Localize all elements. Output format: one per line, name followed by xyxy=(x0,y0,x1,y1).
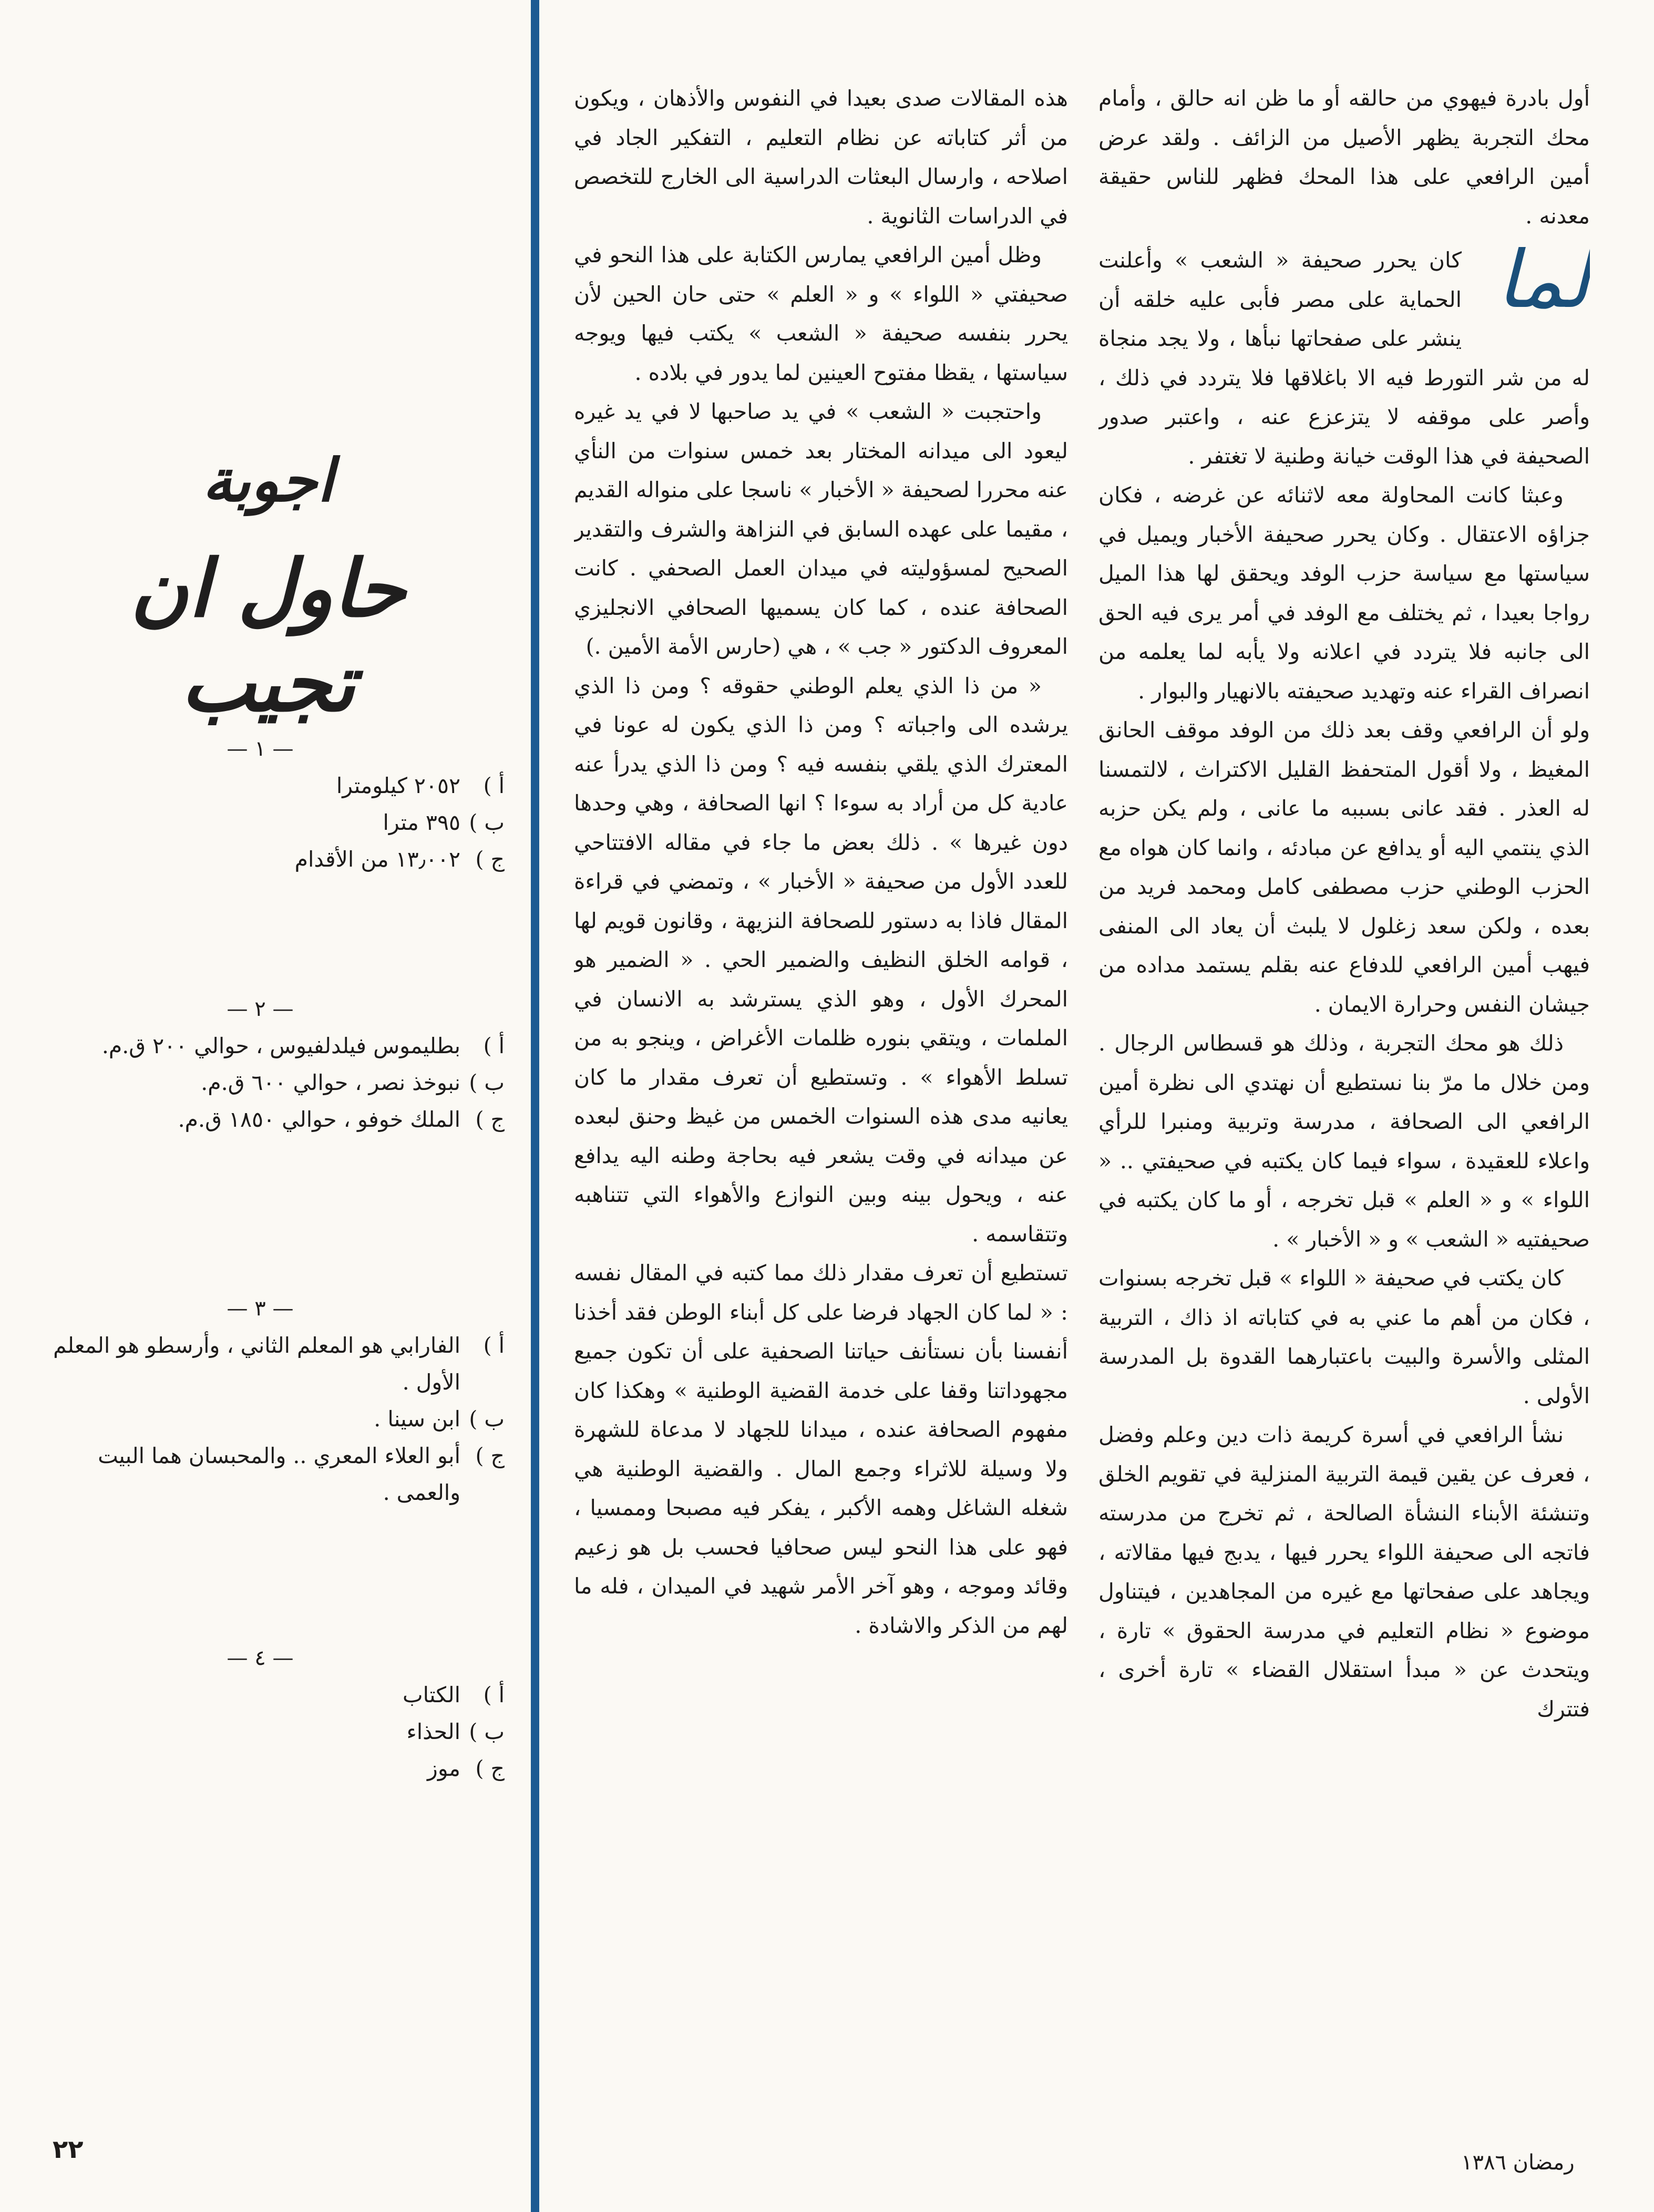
answer-text: نبوخذ نصر ، حوالي ٦٠٠ ق.م. xyxy=(201,1070,460,1095)
answers-title xyxy=(32,441,505,731)
answer-group-number: — ٤ — xyxy=(227,1646,294,1670)
answer-group-number: — ٢ — xyxy=(227,997,294,1021)
answer-item xyxy=(32,841,505,878)
answer-item xyxy=(32,767,505,804)
answer-text: الحذاء xyxy=(406,1719,460,1744)
answer-group-3 xyxy=(32,1290,505,1511)
answer-item xyxy=(32,1713,505,1750)
answer-group-number: — ١ — xyxy=(227,737,294,761)
answer-item xyxy=(32,1064,505,1101)
answer-label: ب ) xyxy=(469,1070,505,1095)
answer-text: أبو العلاء المعري .. والمحبسان هما البيت والعمى . xyxy=(98,1443,460,1505)
article-paragraph: « من ذا الذي يعلم الوطني حقوقه ؟ ومن ذا الذي يرشده الى واجباته ؟ ومن ذا الذي يكون له عونا في المعترك الذي يلقي بنفسه فيه ؟ ومن ذا الذي يدرأ عنه عادية كل من أراد به سوءا ؟ انها الصحافة ، وهي وحدها دون غيرها » . ذلك بعض ما جاء في مقاله الافتتاحي للعدد الأول من صحيفة « الأخبار » ، وتمضي في قراءة المقال فاذا به دستور للصحافة النزيهة ، وقانون قويم لها ، قوامه الخلق النظيف والضمير الحي . « الضمير هو المحرك الأول ، وهو الذي يسترشد به الانسان في الملمات ، ويتقي بنوره ظلمات الأغراض ، وينجو به من تسلط الأهواء » . وتستطيع أن تعرف مقدار ما كان يعانيه مدى هذه السنوات الخمس من غيظ وحنق لبعده عن ميدانه في وقت يشعر فيه بحاجة وطنه اليه يدافع عنه ، ويحول بينه وبين النوازع والأهواء التي تتناهبه وتتقاسمه . xyxy=(574,673,1068,1247)
answer-text: الكتاب xyxy=(403,1682,460,1707)
answer-text: ٣٩٥ مترا xyxy=(383,810,460,835)
answer-item xyxy=(32,1676,505,1713)
article-paragraph: تستطيع أن تعرف مقدار ذلك مما كتبه في المقال نفسه : « لما كان الجهاد فرضا على كل أبناء الوطن فقد أخذنا أنفسنا بأن نستأنف حياتنا الصحفية على أن تكون جميع مجهوداتنا وقفا على خدمة القضية الوطنية » وهكذا كان مفهوم الصحافة عنده ، ميدانا للجهاد لا مدعاة للشهرة ولا وسيلة للاثراء وجمع المال . والقضية الوطنية هي شغله الشاغل وهمه الأكبر ، يفكر فيه مصبحا وممسيا ، فهو على هذا النحو ليس صحافيا فحسب بل هو زعيم وقائد وموجه ، وهو آخر الأمر شهيد في الميدان ، فله ما لهم من الذكر والاشادة . xyxy=(574,1260,1068,1638)
answer-item xyxy=(32,1401,505,1437)
issue-date: رمضان ١٣٨٦ xyxy=(1461,2151,1575,2175)
answer-item xyxy=(32,1437,505,1511)
answer-item xyxy=(32,1101,505,1138)
answer-group-number: — ٣ — xyxy=(227,1297,294,1321)
answer-label: ب ) xyxy=(469,1719,505,1744)
answer-label: ج ) xyxy=(475,1756,505,1781)
answer-label: أ ) xyxy=(483,1333,505,1358)
answer-text: موز xyxy=(427,1756,460,1781)
answer-item xyxy=(32,1750,505,1787)
page-number: ٢٢ xyxy=(53,2135,84,2164)
article-paragraph: أول بادرة فيهوي من حالقه أو ما ظن انه حالق ، وأمام محك التجربة يظهر الأصيل من الزائف . ولقد عرض أمين الرافعي على هذا المحك فظهر للناس حقيقة معدنه . xyxy=(1098,86,1590,229)
blue-divider xyxy=(531,0,539,2212)
answer-text: ٢٠٥٢ كيلومترا xyxy=(336,773,460,798)
answer-item xyxy=(32,1027,505,1064)
answer-label: ب ) xyxy=(469,1406,505,1432)
article-paragraph: وعبثا كانت المحاولة معه لاثنائه عن غرضه ، فكان جزاؤه الاعتقال . وكان يحرر صحيفة الأخبار ويميل في سياستها مع سياسة حزب الوفد ويحقق لها هذا الميل رواجا بعيدا ، ثم يختلف مع الوفد في أمر يرى فيه الحق الى جانبه فلا يتردد في اعلانه ولا يأبه لما يعلمه من انصراف القراء عنه وتهديد صحيفته بالانهيار والبوار . xyxy=(1098,482,1590,704)
answer-group-1 xyxy=(32,731,505,878)
answer-text: بطليموس فيلدلفيوس ، حوالي ٢٠٠ ق.م. xyxy=(101,1033,460,1058)
article-paragraph: كان يكتب في صحيفة « اللواء » قبل تخرجه بسنوات ، فكان من أهم ما عني به في كتاباته اذ ذاك ، التربية المثلى والأسرة والبيت باعتبارهما القدوة بل المدرسة الأولى . xyxy=(1098,1266,1590,1408)
dropcap xyxy=(1469,234,1590,326)
answer-label: ج ) xyxy=(475,1443,505,1468)
answer-text: الملك خوفو ، حوالي ١٨٥٠ ق.م. xyxy=(178,1107,460,1132)
answers-title-line1: اجوبة xyxy=(202,446,334,515)
answer-text: الفارابي هو المعلم الثاني ، وأرسطو هو المعلم الأول . xyxy=(53,1333,460,1395)
article-paragraph-dropcap xyxy=(1098,234,1590,476)
answers-panel xyxy=(32,0,505,2212)
article-column-right xyxy=(1098,79,1590,2118)
article-paragraph: هذه المقالات صدى بعيدا في النفوس والأذهان ، ويكون من أثر كتاباته عن نظام التعليم ، التفكير الجاد في اصلاحه ، وارسال البعثات الدراسية الى الخارج للتخصص في الدراسات الثانوية . xyxy=(574,86,1068,229)
answer-item xyxy=(32,1327,505,1401)
answers-title-line2: حاول ان تجيب xyxy=(130,542,406,729)
answer-label: ج ) xyxy=(475,1107,505,1132)
answer-label: أ ) xyxy=(483,1682,505,1707)
article-paragraph: نشأ الرافعي في أسرة كريمة ذات دين وعلم وفضل ، فعرف عن يقين قيمة التربية المنزلية في تقويم الخلق وتنشئة الأبناء النشأة الصالحة ، ثم تخرج من مدرسته فاتجه الى صحيفة اللواء يحرر فيها ، يدبج فيها مقالاته ، ويجاهد على صفحاتها مع غيره من المجاهدين ، فيتناول موضوع « نظام التعليم في مدرسة الحقوق » تارة ، ويتحدث عن « مبدأ استقلال القضاء » تارة أخرى ، فتترك xyxy=(1098,1422,1590,1722)
article-paragraph: ولو أن الرافعي وقف بعد ذلك من الوفد موقف الحانق المغيظ ، ولا أقول المتحفظ القليل الاكتراث ، لالتمسنا له العذر . فقد عانى بسببه ما عانى ، ولم يكن حزبه الذي ينتمي اليه أو يدافع عن مبادئه ، وانما كان هواه مع الحزب الوطني حزب مصطفى كامل ومحمد فريد من بعده ، ولكن سعد زغلول لا يلبث أن يعاد الى المنفى فيهب أمين الرافعي للدفاع عنه بقلم يستمد مداده من جيشان النفس وحرارة الايمان . xyxy=(1098,717,1590,1017)
answer-group-2 xyxy=(32,991,505,1138)
article-paragraph: كان يحرر صحيفة « الشعب » وأعلنت الحماية على مصر فأبى عليه خلقه أن ينشر على صفحاتها نبأها ، ولا يجد منجاة له من شر التورط فيه الا باغلاقها فلا يتردد في ذلك ، وأصر على موقفه لا يتزعزع عنه ، واعتبر صدور الصحيفة في هذا الوقت خيانة وطنية لا تغتفر . xyxy=(1098,248,1590,469)
answer-text: ١٣٫٠٠٢ من الأقدام xyxy=(294,847,460,872)
article-paragraph: واحتجبت « الشعب » في يد صاحبها لا في يد غيره ليعود الى ميدانه المختار بعد خمس سنوات من النأي عنه محررا لصحيفة « الأخبار » ناسجا على منواله القديم ، مقيما على عهده السابق في النزاهة والشرف والتقدير الصحيح لمسؤوليته في ميدان العمل الصحفي . كانت الصحافة عنده ، كما كان يسميها الصحافي الانجليزي المعروف الدكتور « جب » ، هي (حارس الأمة الأمين .) xyxy=(574,399,1068,659)
article-paragraph: ذلك هو محك التجربة ، وذلك هو قسطاس الرجال . ومن خلال ما مرّ بنا نستطيع أن نهتدي الى نظرة أمين الرافعي الى الصحافة ، مدرسة وتربية ومنبرا للرأي واعلاء للعقيدة ، سواء فيما كان يكتبه في صحيفتي .. « اللواء » و « العلم » قبل تخرجه ، أو ما كان يكتبه في صحيفتيه « الشعب » و « الأخبار » . xyxy=(1098,1031,1590,1252)
answer-label: أ ) xyxy=(483,1033,505,1058)
answer-group-4 xyxy=(32,1640,505,1787)
answer-label: ب ) xyxy=(469,810,505,835)
answer-label: ج ) xyxy=(475,847,505,872)
answer-text: ابن سينا . xyxy=(374,1406,460,1432)
answer-label: أ ) xyxy=(483,773,505,798)
answer-item xyxy=(32,804,505,841)
article-paragraph: وظل أمين الرافعي يمارس الكتابة على هذا النحو في صحيفتي « اللواء » و « العلم » حتى حان الحين لأن يحرر بنفسه صحيفة « الشعب » يكتب فيها ويوجه سياستها ، يقظا مفتوح العينين لما يدور في بلاده . xyxy=(574,242,1068,385)
article-column-middle xyxy=(574,79,1068,2118)
dropcap-letters: لما xyxy=(1496,234,1590,326)
